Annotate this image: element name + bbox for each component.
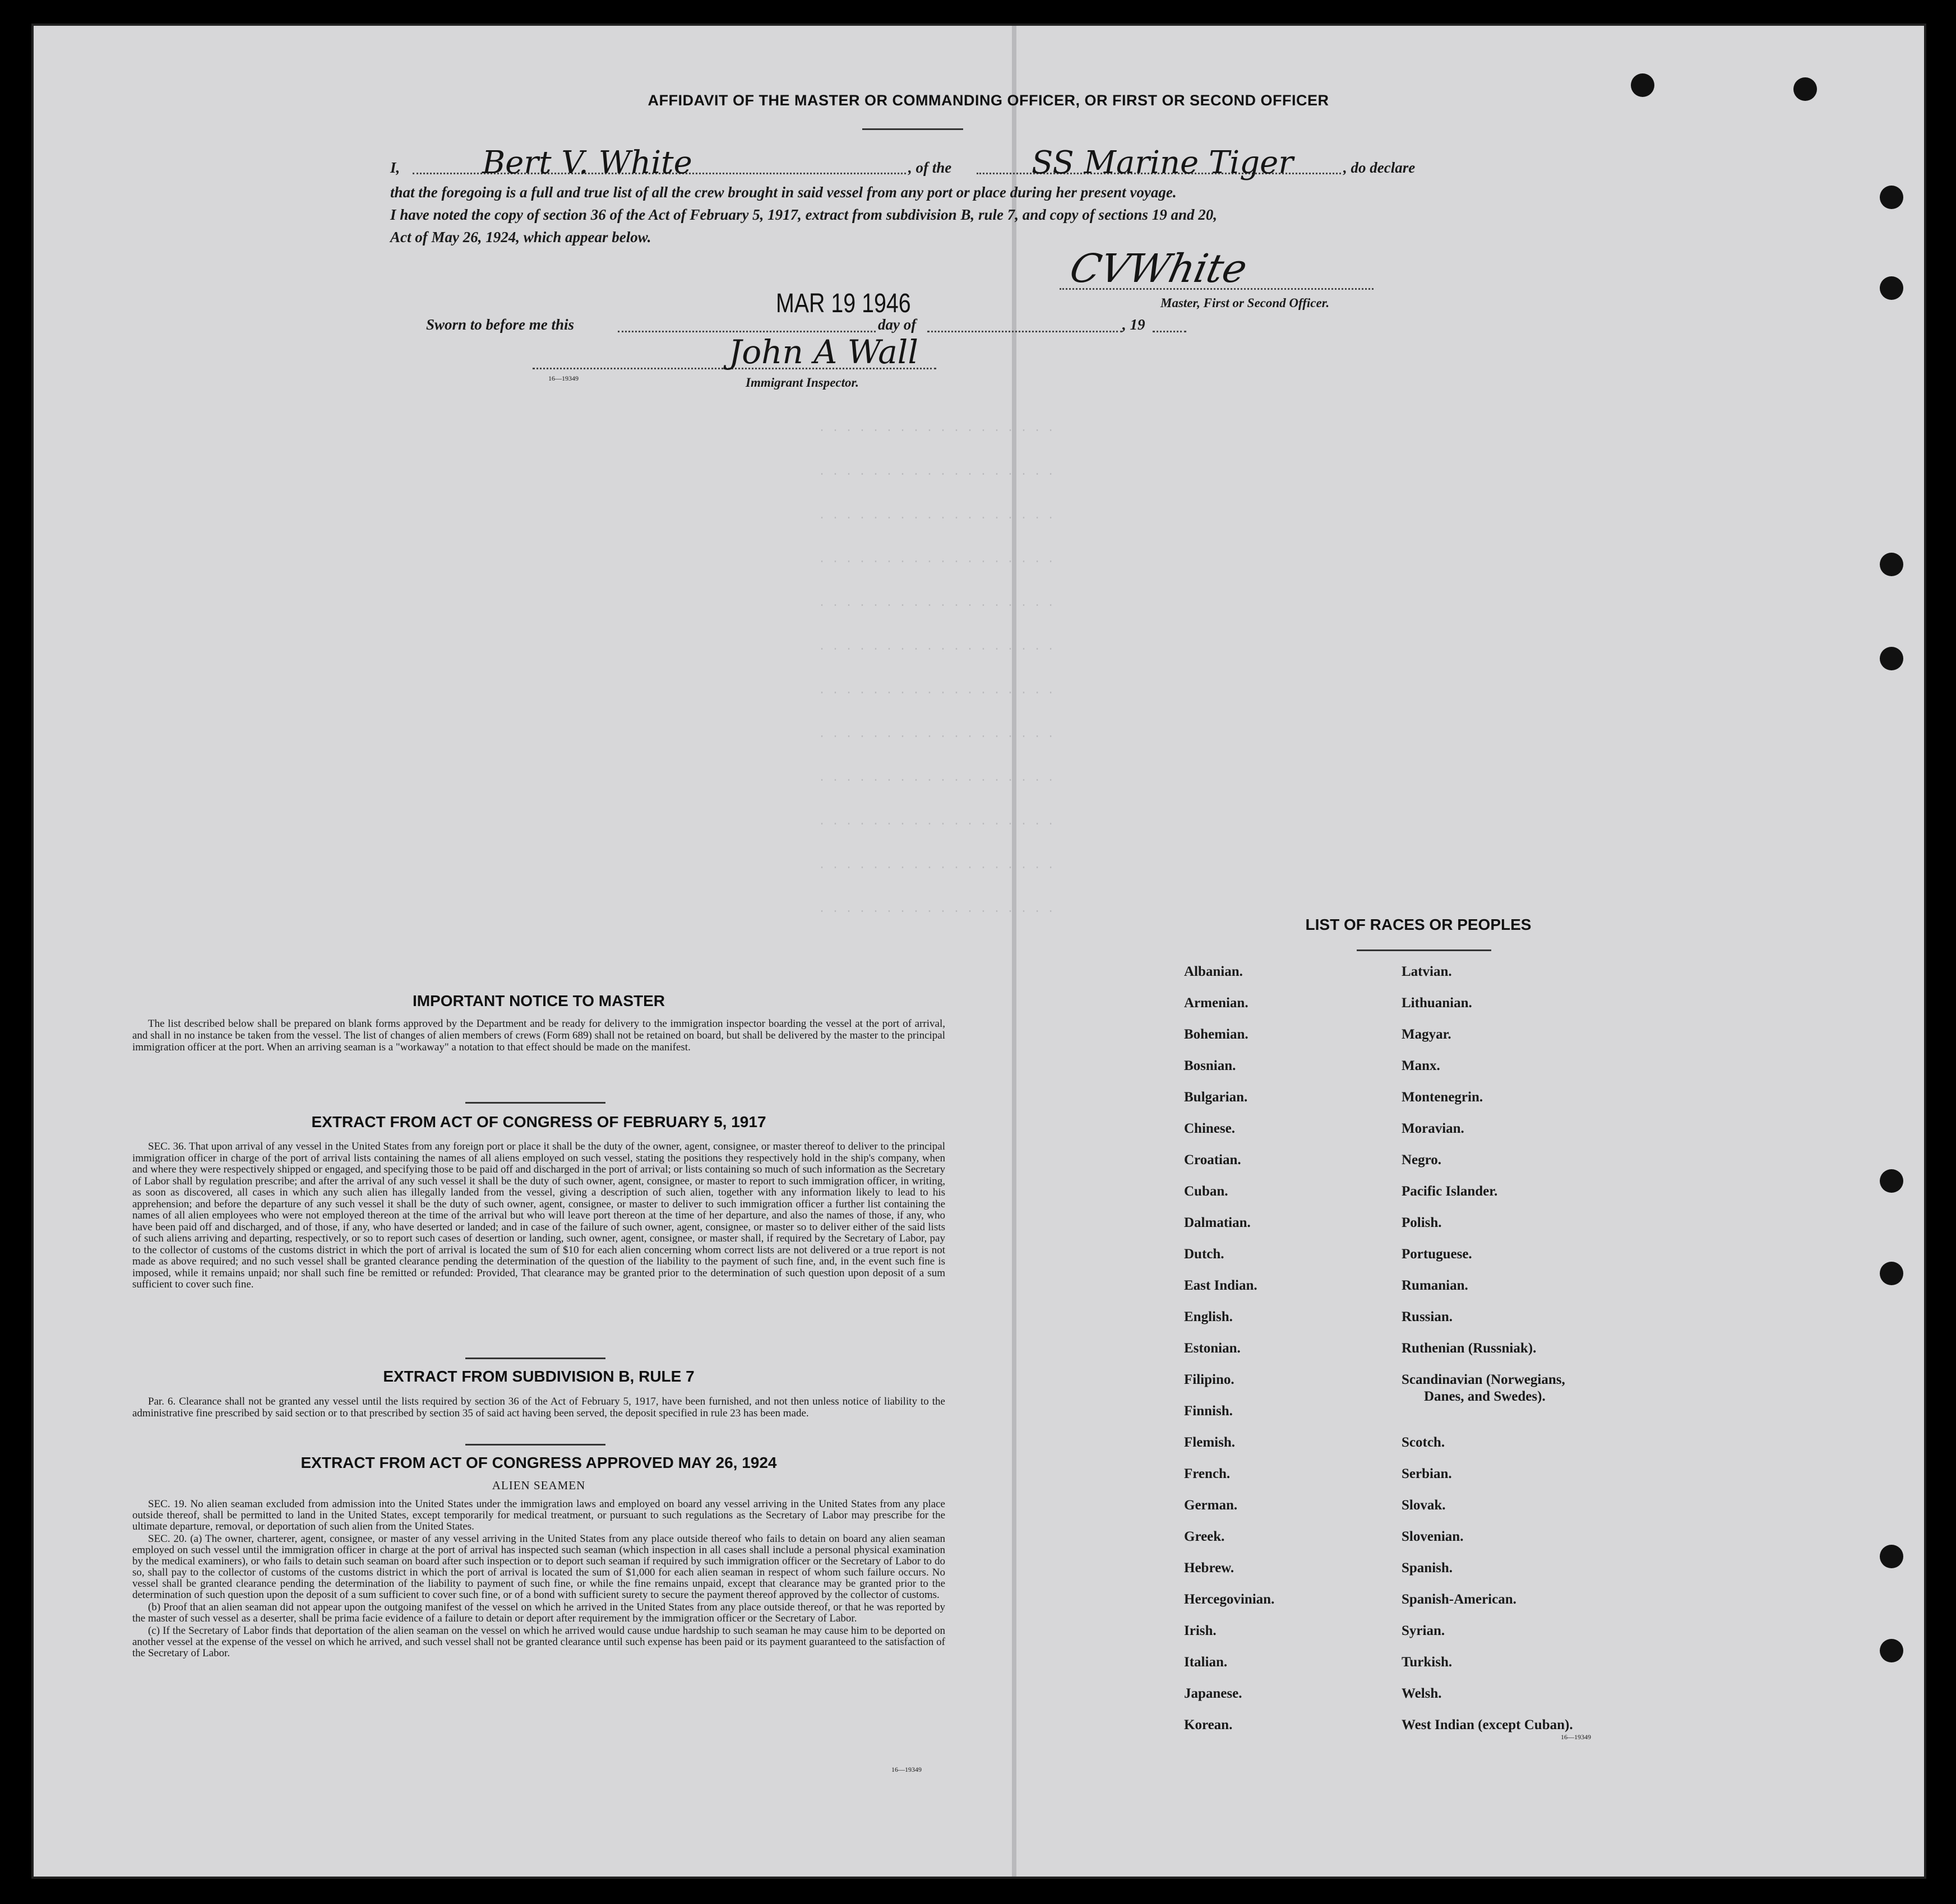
race-item: Montenegrin.	[1402, 1090, 1483, 1105]
document-page	[31, 24, 1926, 1879]
of-the-label: , of the	[908, 159, 952, 176]
race-item: Hebrew.	[1184, 1560, 1234, 1576]
race-item: Armenian.	[1184, 995, 1248, 1011]
date-stamp: MAR 19 1946	[776, 289, 911, 318]
race-item: Polish.	[1402, 1215, 1442, 1230]
sec-20c-paragraph: (c) If the Secretary of Labor finds that deportation of the alien seaman on the vessel on which he arrived would cause undue hardship to such seaman he may cause him to be deported on another vessel at the expense of the vessel on which he arrived, and such vessel shall not be granted clearance until such expense has been paid or its payment guaranteed to the satisfaction of the Secretary of Labor.	[132, 1625, 945, 1659]
punch-hole	[1880, 1169, 1903, 1193]
form-number: 16—19349	[548, 374, 579, 382]
day-of-label: day of	[878, 316, 917, 333]
race-item: German.	[1184, 1498, 1238, 1513]
race-item: Albanian.	[1184, 964, 1243, 979]
alien-seamen-subheading: ALIEN SEAMEN	[492, 1479, 586, 1492]
notice-heading: IMPORTANT NOTICE TO MASTER	[412, 992, 665, 1009]
punch-hole	[1880, 1262, 1903, 1285]
race-item: French.	[1184, 1466, 1231, 1481]
race-item: Magyar.	[1402, 1027, 1451, 1042]
extract-rule7-heading: EXTRACT FROM SUBDIVISION B, RULE 7	[383, 1368, 695, 1385]
race-item: Serbian.	[1402, 1466, 1452, 1481]
punch-hole	[1793, 77, 1817, 101]
sec-20b-paragraph: (b) Proof that an alien seaman did not appear upon the outgoing manifest of the vessel on which he arrived in the United States from any place outside thereof, or that he was reported by the master of such vessel as a deserter, shall be prima facie evidence of a failure to detain or deport after requirement by the immigration officer or the Secretary of Labor.	[132, 1601, 945, 1624]
race-item: Bosnian.	[1184, 1058, 1236, 1073]
punch-hole	[1880, 276, 1903, 300]
affidavit-body-line1: that the foregoing is a full and true list of all the crew brought in said vessel from any port or place during her present voyage.	[390, 184, 1177, 201]
race-item: Scotch.	[1402, 1435, 1445, 1450]
punch-hole	[1880, 1545, 1903, 1568]
race-item: Estonian.	[1184, 1341, 1241, 1356]
race-item: Turkish.	[1402, 1655, 1453, 1670]
sec-20a-paragraph: SEC. 20. (a) The owner, charterer, agent, consignee, or master of any vessel arriving in the United States from any place outside thereof who fails to detain on board any alien seaman employed on such vessel until the immigration officer in charge at the port of arrival has inspected such seaman (which inspection in all cases shall include a personal physical examination by the medical examiners), or who fails to detain such seaman on board after such inspection or to deport such seaman if required by such immigration officer or the Secretary of Labor to do so, shall pay to the collector of customs of the customs district in which the port of arrival is located the sum of $1,000 for each alien seaman in respect of whom such failure occurs. No vessel shall be granted clearance pending the determination of the liability to payment of such fine, or while the fine remains unpaid, except that clearance may be granted prior to the determination of such question upon the deposit of a sum sufficient to cover such fine, or of a bond with sufficient surety to secure the payment thereof approved by the collector of customs.	[132, 1533, 945, 1601]
punch-hole	[1880, 647, 1903, 670]
race-item: Korean.	[1184, 1717, 1233, 1732]
race-item: Slovak.	[1402, 1498, 1446, 1513]
race-item: Dalmatian.	[1184, 1215, 1251, 1230]
inspector-signature: John A Wall	[729, 333, 918, 371]
extract-1924-text	[132, 1499, 945, 1660]
extract-1917-heading: EXTRACT FROM ACT OF CONGRESS OF FEBRUARY 5, 1917	[311, 1113, 766, 1131]
sec-19-paragraph: SEC. 19. No alien seaman excluded from admission into the United States under the immigration laws and employed on board any vessel arriving in the United States from any place outside thereof, shall be permitted to land in the United States, except temporarily for medical treatment, or pursuant to such regulations as the Secretary of Labor may prescribe for the ultimate departure, removal, or deportation of such alien from the United States.	[132, 1498, 945, 1532]
punch-hole	[1880, 1639, 1903, 1662]
race-item: Pacific Islander.	[1402, 1184, 1498, 1199]
race-item: Syrian.	[1402, 1623, 1445, 1638]
vessel-name-handwritten: SS Marine Tiger	[1032, 145, 1293, 181]
race-item: Irish.	[1184, 1623, 1217, 1638]
race-item: West Indian (except Cuban).	[1402, 1717, 1573, 1732]
race-item: Flemish.	[1184, 1435, 1235, 1450]
divider	[1357, 949, 1491, 951]
race-item: Danes, and Swedes).	[1424, 1389, 1546, 1404]
race-item: Bulgarian.	[1184, 1090, 1248, 1105]
race-item: Ruthenian (Russniak).	[1402, 1341, 1537, 1356]
master-signature: CVWhite	[1066, 245, 1251, 291]
race-item: Cuban.	[1184, 1184, 1228, 1199]
race-item: Russian.	[1402, 1309, 1453, 1324]
race-item: Rumanian.	[1402, 1278, 1468, 1293]
races-heading: LIST OF RACES OR PEOPLES	[1305, 916, 1532, 933]
notice-paragraph: The list described below shall be prepared on blank forms approved by the Department and be ready for delivery to the immigration inspector boarding the vessel at the port of arrival, and shall in no instance be taken from the vessel. The list of changes of alien members of crews (Form 689) shall not be retained on board, but shall be delivered by the master to the principal immigration officer at the port. When an arriving seaman is a "workaway" a notation to that effect should be made on the manifest.	[132, 1018, 945, 1053]
race-item: Negro.	[1402, 1152, 1442, 1168]
race-item: Portuguese.	[1402, 1247, 1472, 1262]
race-item: English.	[1184, 1309, 1233, 1324]
race-item: Manx.	[1402, 1058, 1440, 1073]
race-item: Croatian.	[1184, 1152, 1241, 1168]
signature-caption: Master, First or Second Officer.	[1160, 296, 1330, 310]
officer-name-handwritten: Bert V. White	[482, 145, 692, 181]
sec-36-paragraph: SEC. 36. That upon arrival of any vessel in the United States from any foreign port or place it shall be the duty of the owner, agent, consignee, or master thereof to deliver to the principal immigration officer in charge of the port of arrival lists containing the names of all aliens employed on such vessel, stating the positions they respectively hold in the ship's company, when and where they were respectively shipped or engaged, and specifying those to be paid off and discharged in the port of arrival; or lists containing so much of such information as the Secretary of Labor shall by regulation prescribe; and after the arrival of any such vessel it shall be the duty of such owner, agent, consignee, or master to report to such immigration officer, in writing, as soon as discovered, all cases in which any such alien has illegally landed from the vessel, giving a description of such alien, together with any information likely to lead to his apprehension; and before the departure of any such vessel it shall be the duty of such owner, agent, consignee, or master to deliver to such immigration officer a further list containing the names of all alien employees who were not employed thereon at the time of the arrival but who will leave port thereon at the time of her departure, and also the names of those, if any, who have been paid off and discharged, and of those, if any, who have deserted or landed; and in case of the failure of such owner, agent, consignee, or master so to deliver either of the said lists of such aliens arriving and departing, respectively, or so to report such cases of desertion or landing, such owner, agent, consignee, or master shall, if required by the Secretary of Labor, pay to the collector of customs of the customs district in which the port of arrival is located the sum of $10 for each alien concerning whom correct lists are not delivered or a true report is not made as above required; and no such vessel shall be granted clearance pending the determination of the question of the liability to the payment of such fine, and, in the event such fine is imposed, while it remains unpaid; nor shall such fine be remitted or refunded: Provided, That clearance may be granted prior to the determination of such question upon deposit of a sum sufficient to cover such fine.	[132, 1141, 945, 1290]
punch-hole	[1631, 73, 1654, 97]
race-item: Greek.	[1184, 1529, 1225, 1544]
inspector-caption: Immigrant Inspector.	[746, 376, 859, 390]
punch-hole	[1880, 553, 1903, 576]
race-item: Welsh.	[1402, 1686, 1442, 1701]
year-label: , 19	[1122, 316, 1145, 333]
extract-1917-text	[132, 1141, 945, 1292]
affidavit-prefix: I,	[390, 159, 400, 176]
form-number: 16—19349	[891, 1766, 922, 1773]
race-item: East Indian.	[1184, 1278, 1257, 1293]
race-item: Scandinavian (Norwegians,	[1402, 1372, 1565, 1387]
do-declare-label: , do declare	[1343, 159, 1416, 176]
sworn-label: Sworn to before me this	[426, 316, 575, 333]
race-item: Latvian.	[1402, 964, 1452, 979]
bleed-through-marks: . . . . . . . . . . . . . . . . . . . . . . . . . . . . . . . . . . . . . . . . . . . . . . . . . . . . . . . . . . . . . . . . . . . . . . . . . . . . . . . . . . . . . . . . . . . . . . . . . . . . . . . . . . . . . . . . . . . . . . . . . . . . . . . . . . . . . . . . . . . . . . . . . . . . . . . . . . . . . . . . . . . . . . . . . . . . . . . . . . . . . . . . . . . . . . . . . . . . . . . . . . . . . . . . . . . . . . . .	[819, 422, 1055, 916]
divider	[862, 128, 963, 130]
sworn-day-blank	[618, 331, 876, 332]
form-number: 16—19349	[1561, 1733, 1591, 1741]
divider	[465, 1444, 605, 1446]
divider	[465, 1358, 605, 1359]
sworn-month-blank	[927, 331, 1122, 332]
race-item: Japanese.	[1184, 1686, 1242, 1701]
race-item: Hercegovinian.	[1184, 1592, 1275, 1607]
sworn-year-blank	[1153, 331, 1186, 332]
race-item: Finnish.	[1184, 1403, 1233, 1419]
extract-rule7-text	[132, 1396, 945, 1420]
par-6-paragraph: Par. 6. Clearance shall not be granted any vessel until the lists required by section 36 of the Act of February 5, 1917, have been furnished, and not then unless notice of liability to the administrative fine prescribed by said section or to that prescribed by section 35 of said act having been served, the deposit specified in rule 23 has been made.	[132, 1396, 945, 1419]
affidavit-body-line2: I have noted the copy of section 36 of the Act of February 5, 1917, extract from subdivision B, rule 7, and copy of sections 19 and 20,	[390, 206, 1217, 223]
divider	[465, 1102, 605, 1104]
punch-hole	[1880, 186, 1903, 209]
race-item: Lithuanian.	[1402, 995, 1472, 1011]
affidavit-body-line3: Act of May 26, 1924, which appear below.	[390, 229, 651, 245]
race-item: Moravian.	[1402, 1121, 1464, 1136]
race-item: Spanish-American.	[1402, 1592, 1516, 1607]
race-item: Italian.	[1184, 1655, 1228, 1670]
race-item: Bohemian.	[1184, 1027, 1248, 1042]
race-item: Filipino.	[1184, 1372, 1234, 1387]
race-item: Spanish.	[1402, 1560, 1453, 1576]
notice-text	[132, 1018, 945, 1054]
race-item: Chinese.	[1184, 1121, 1235, 1136]
race-item: Dutch.	[1184, 1247, 1224, 1262]
extract-1924-heading: EXTRACT FROM ACT OF CONGRESS APPROVED MAY 26, 1924	[300, 1454, 777, 1471]
race-item: Slovenian.	[1402, 1529, 1464, 1544]
affidavit-heading: AFFIDAVIT OF THE MASTER OR COMMANDING OFFICER, OR FIRST OR SECOND OFFICER	[648, 92, 1329, 109]
